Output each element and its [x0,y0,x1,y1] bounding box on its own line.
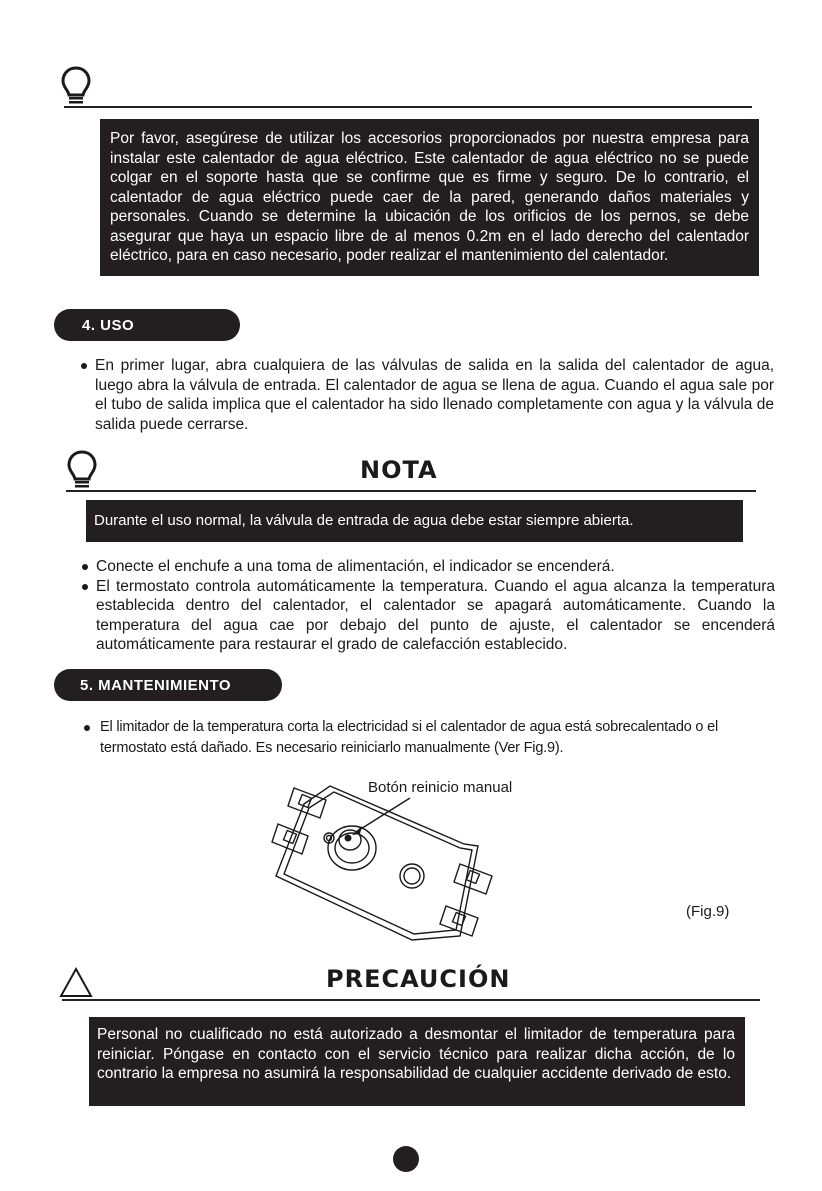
nota-rule [66,490,756,492]
figure-callout-label: Botón reinicio manual [368,779,513,796]
warning-triangle-icon [58,966,94,998]
list-item: En primer lugar, abra cualquiera de las válvulas de salida en la salida del calentador de agua, luego abra la válvula de entrada. El calentador de agua se llena de agua. Cuando el agua sale por el tubo de salida implica que el calentador ha sido llenado completamente con agua y la válvula de salida puede cerrarse. [81,356,774,434]
nota-box [86,500,743,542]
section-uso-title: 4. USO [82,316,135,334]
nota-heading: NOTA [360,456,438,484]
section-mantenimiento-title: 5. MANTENIMIENTO [80,676,232,694]
precaucion-heading: PRECAUCIÓN [326,965,511,993]
section-mantenimiento-tab [54,669,282,701]
uso-list [81,356,774,434]
nota-list [82,557,775,655]
intro-notice-box [100,119,759,276]
header-rule [64,106,752,108]
lightbulb-icon [60,66,92,106]
figure-caption: (Fig.9) [686,903,730,920]
precaucion-rule [62,999,760,1001]
precaucion-box [89,1017,745,1106]
list-item: El limitador de la temperatura corta la electricidad si el calentador de agua está sobrecalentado o el termostato está dañado. Es necesario reiniciarlo manualmente (Ver Fig.9). [84,717,776,759]
mantenimiento-list [84,717,776,759]
list-item: Conecte el enchufe a una toma de alimentación, el indicador se encenderá. [82,557,775,577]
nota-box-text: Durante el uso normal, la válvula de entrada de agua debe estar siempre abierta. [94,512,634,529]
thermostat-diagram [264,772,504,942]
precaucion-box-text: Personal no cualificado no está autorizado a desmontar el limitador de temperatura para reiniciar. Póngase en contacto con el servicio técnico para realizar dicha acción, de lo contrario la empresa no asumirá la responsabilidad de cualquier accidente derivado de esto. [97,1026,735,1082]
section-uso-tab [54,309,240,341]
list-item: El termostato controla automáticamente la temperatura. Cuando el agua alcanza la temperatura establecida dentro del calentador, el calentador se apagará automáticamente. Cuando la temperatura del agua cae por debajo del punto de ajuste, el calentador se encenderá automáticamente para restaurar el grado de calefacción establecido. [82,577,775,655]
lightbulb-icon [66,450,98,490]
page-number-circle-icon [393,1146,419,1172]
intro-notice-text: Por favor, asegúrese de utilizar los accesorios proporcionados por nuestra empresa para instalar este calentador de agua eléctrico. Este calentador de agua eléctrico no se puede colgar en el soporte hasta que se confirme que es firme y seguro. De lo contrario, el calentador de agua eléctrico puede caer de la pared, generando daños materiales y personales. Cuando se determine la ubicación de los orificios de los pernos, se debe asegurar que haya un espacio libre de al menos 0.2m en el lado derecho del calentador eléctrico, para en caso necesario, poder realizar el mantenimiento del calentador. [110,130,749,264]
